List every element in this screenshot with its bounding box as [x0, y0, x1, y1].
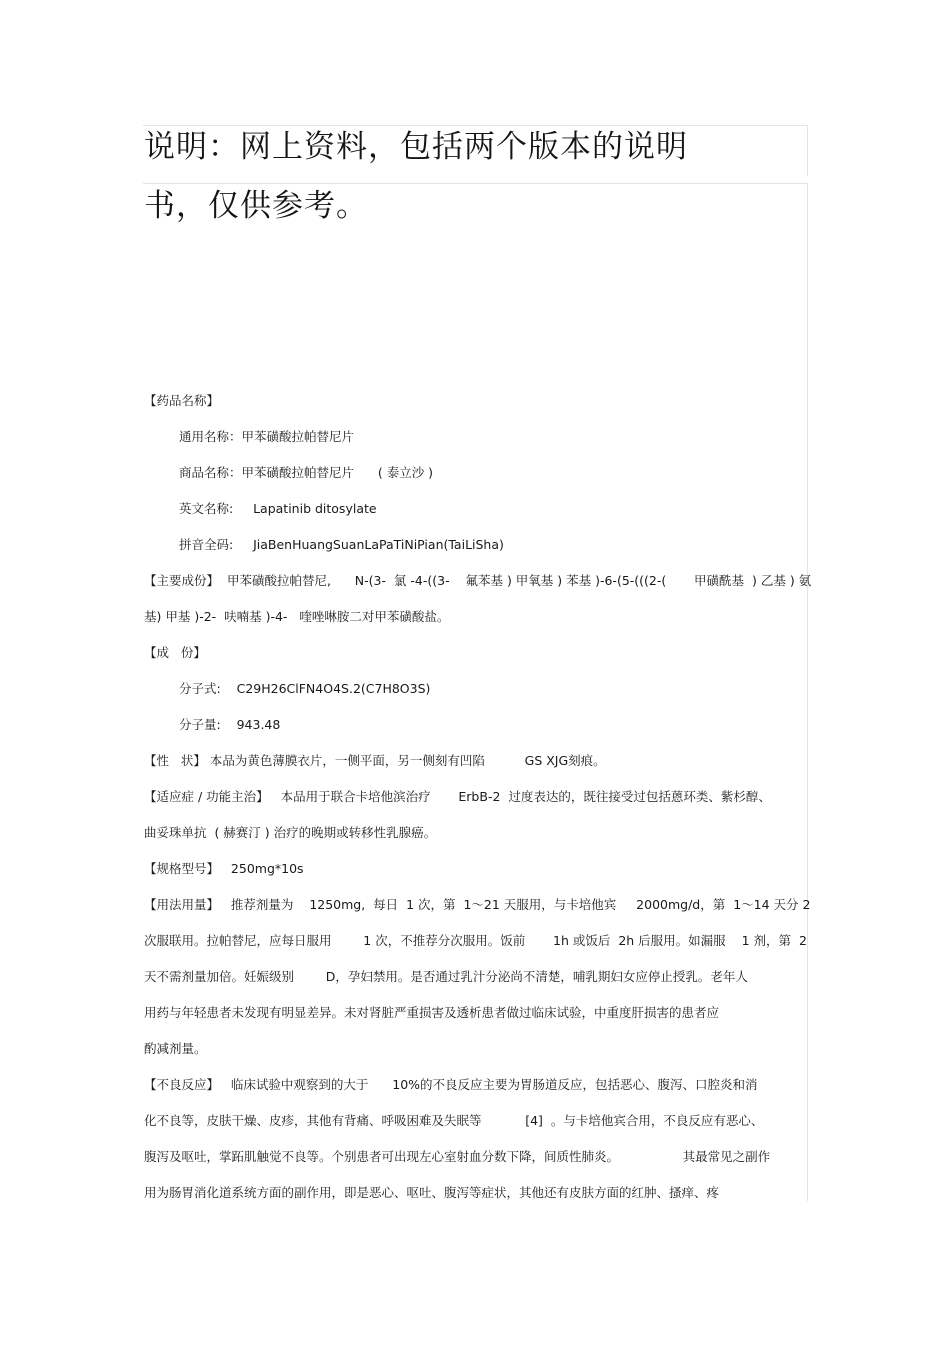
generic-name: 通用名称：甲苯磺酸拉帕替尼片: [179, 429, 355, 444]
section-drug-name: 【药品名称】: [144, 393, 220, 408]
dosage-line-2: 次服联用。拉帕替尼，应每日服用 1 次，不推荐分次服用。饭前 1h 或饭后 2h 后服用。如漏服 1 剂，第 2: [144, 933, 807, 948]
adverse-reactions-2: 化不良等，皮肤干燥、皮疹，其他有背痛、呼吸困难及失眠等 [4] 。与卡培他宾合用，不良反应有恶心、: [144, 1113, 764, 1128]
dosage-line-3: 天不需剂量加倍。妊娠级别 D，孕妇禁用。是否通过乳汁分泌尚不清楚，哺乳期妇女应停止授乳。老年人: [144, 969, 748, 984]
dosage-line-5: 酌减剂量。: [144, 1041, 207, 1056]
page-title-line-1: 说明：网上资料，包括两个版本的说明: [144, 129, 688, 165]
trade-name: 商品名称：甲苯磺酸拉帕替尼片 ( 泰立沙 ): [179, 465, 434, 480]
specification-line: 【规格型号】 250mg*10s: [144, 861, 304, 876]
molecular-formula: 分子式: C29H26ClFN4O4S.2(C7H8O3S): [179, 681, 431, 696]
main-ingredients-cont: 基) 甲基 )-2- 呋喃基 )-4- 喹唑啉胺二对甲苯磺酸盐。: [144, 609, 450, 624]
molecular-weight: 分子量: 943.48: [179, 717, 281, 732]
properties-line: 【性 状】 本品为黄色薄膜衣片，一侧平面，另一侧刻有凹陷 GS XJG刻痕。: [144, 753, 606, 768]
section-composition: 【成 份】: [144, 645, 206, 660]
dosage-line-4: 用药与年轻患者未发现有明显差异。未对肾脏严重损害及透析患者做过临床试验，中重度肝损害的患者应: [144, 1005, 720, 1020]
indications-line: 【适应症 / 功能主治】 本品用于联合卡培他滨治疗 ErbB-2 过度表达的，既往接受过包括蒽环类、紫杉醇、: [144, 789, 771, 804]
adverse-reactions-3: 腹泻及呕吐，掌跖肌触觉不良等。个别患者可出现左心室射血分数下降，间质性肺炎。 其最常见之副作: [144, 1149, 771, 1164]
page-title-line-2: 书，仅供参考。: [144, 188, 368, 224]
english-name: 英文名称: Lapatinib ditosylate: [179, 501, 377, 516]
dosage-line-1: 【用法用量】 推荐剂量为 1250mg, 每日 1 次，第 1～21 天服用，与卡培他宾 2000mg/d，第 1～14 天分 2: [144, 897, 811, 912]
adverse-reactions-4: 用为肠胃消化道系统方面的副作用，即是恶心、呕吐、腹泻等症状，其他还有皮肤方面的红肿、搔痒、疼: [144, 1185, 720, 1200]
pinyin-name: 拼音全码: JiaBenHuangSuanLaPaTiNiPian(TaiLiSha): [179, 537, 504, 552]
adverse-reactions-1: 【不良反应】 临床试验中观察到的大于 10%的不良反应主要为胃肠道反应，包括恶心、腹泻、口腔炎和消: [144, 1077, 758, 1092]
main-ingredients-line: 【主要成份】 甲苯磺酸拉帕替尼, N-(3- 氯 -4-((3- 氟苯基 ) 甲氧基 ) 苯基 )-6-(5-(((2-( 甲磺酰基 ) 乙基 ) 氨: [144, 573, 812, 588]
indications-cont: 曲妥珠单抗 ( 赫赛汀 ) 治疗的晚期或转移性乳腺癌。: [144, 825, 437, 840]
